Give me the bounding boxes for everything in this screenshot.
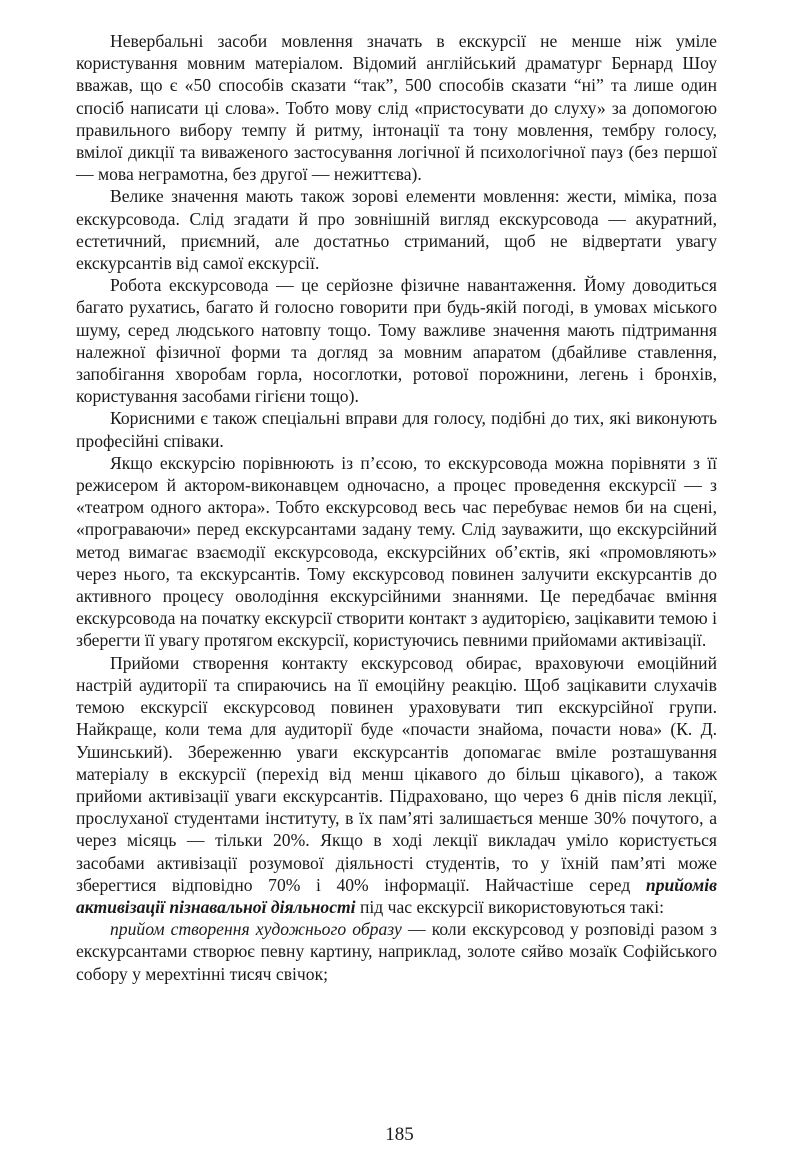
paragraph-4: Корисними є також спеціальні вправи для голосу, подібні до тих, які виконують професійні співаки. [76, 408, 717, 451]
paragraph-3: Робота екскурсовода — це серйозне фізичне навантаження. Йому доводиться багато рухатись, багато й голосно говорити при будь-якій погоді, в умовах міського шуму, серед людського натовпу тощо. Тому важливе значення мають підтримання належної фізичної форми та догляд за мовним апаратом (дбайливе ставлення, запобігання хворобам горла, носоглотки, ротової порожнини, легень і бронхів, користування засобами гігієни тощо). [76, 275, 717, 407]
paragraph-7-text: — коли екскурсовод у розповіді разом з екскурсантами створює певну картину, наприклад, золоте сяйво мозаїк Софійського собору у мерехтінні тисяч свічок; [76, 919, 717, 984]
body-text [76, 30, 717, 985]
page-number: 185 [385, 1124, 414, 1145]
paragraph-6-tail: під час екскурсії використовуються такі: [355, 896, 665, 917]
paragraph-6 [76, 652, 717, 918]
paragraph-6-text: Прийоми створення контакту екскурсовод обирає, враховуючи емоційний настрій аудиторії та спираючись на її емоційну реакцію. Щоб зацікавити слухачів темою екскурсії екскурсовод повинен ураховувати тип екскурсійної групи. Найкраще, коли тема для аудиторії буде «почасти знайома, почасти нова» (К. Д. Ушинський). Збереженню уваги екскурсантів допомагає вміле розташування матеріалу в екскурсії (перехід від менш цікавого до більш цікавого), а також прийоми активізації уваги екскурсантів. Підраховано, що через 6 днів після лекції, прослуханої студентами інституту, в їх пам’яті залишається менше 30% почутого, а через місяць — тільки 20%. Якщо в ході лекції викладач уміло користується засобами активізації розумової діяльності студентів, то у їхній пам’яті може зберегтися відповідно 70% і 40% інформації. Найчастіше серед [76, 652, 717, 895]
paragraph-2: Велике значення мають також зорові елементи мовлення: жести, міміка, поза екскурсовода. Слід згадати й про зовнішній вигляд екскурсовода — акуратний, естетичний, приємний, але достатньо стриманий, щоб не відвертати увагу екскурсантів від самої екскурсії. [76, 186, 717, 274]
paragraph-6-emphasis: прийомів активізації пізнавальної діяльності [76, 874, 717, 917]
paragraph-1: Невербальні засоби мовлення значать в екскурсії не менше ніж уміле користування мовним матеріалом. Відомий англійський драматург Бернард Шоу вважав, що є «50 способів сказати “так”, 500 способів сказати “ні” та лише один спосіб написати ці слова». Тобто мову слід «пристосувати до слуху» за допомогою правильного вибору темпу й ритму, інтонації та тону мовлення, тембру голосу, вмілої дикції та виваженого застосування логічної й психологічної пауз (без першої — мова неграмотна, без другої — нежиттєва). [76, 31, 717, 185]
paragraph-5: Якщо екскурсію порівнюють із п’єсою, то екскурсовода можна порівняти з її режисером й актором-виконавцем одночасно, а процес проведення екскурсії — з «театром одного актора». Тобто екскурсовод весь час перебуває немов би на сцені, «програваючи» перед екскурсантами задану тему. Слід зауважити, що екскурсійний метод вимагає взаємодії екскурсовода, екскурсійних об’єктів, які «промовляють» через нього, та екскурсантів. Тому екскурсовод повинен залучити екскурсантів до активного процесу оволодіння екскурсійними знаннями. Це передбачає вміння екскурсовода на початку екскурсії створити контакт з аудиторією, зацікавити темою і зберегти її увагу протягом екскурсії, користуючись певними прийомами активізації. [76, 452, 717, 651]
paragraph-7-emphasis: прийом створення художнього образу [110, 919, 402, 940]
paragraph-7 [76, 918, 717, 985]
